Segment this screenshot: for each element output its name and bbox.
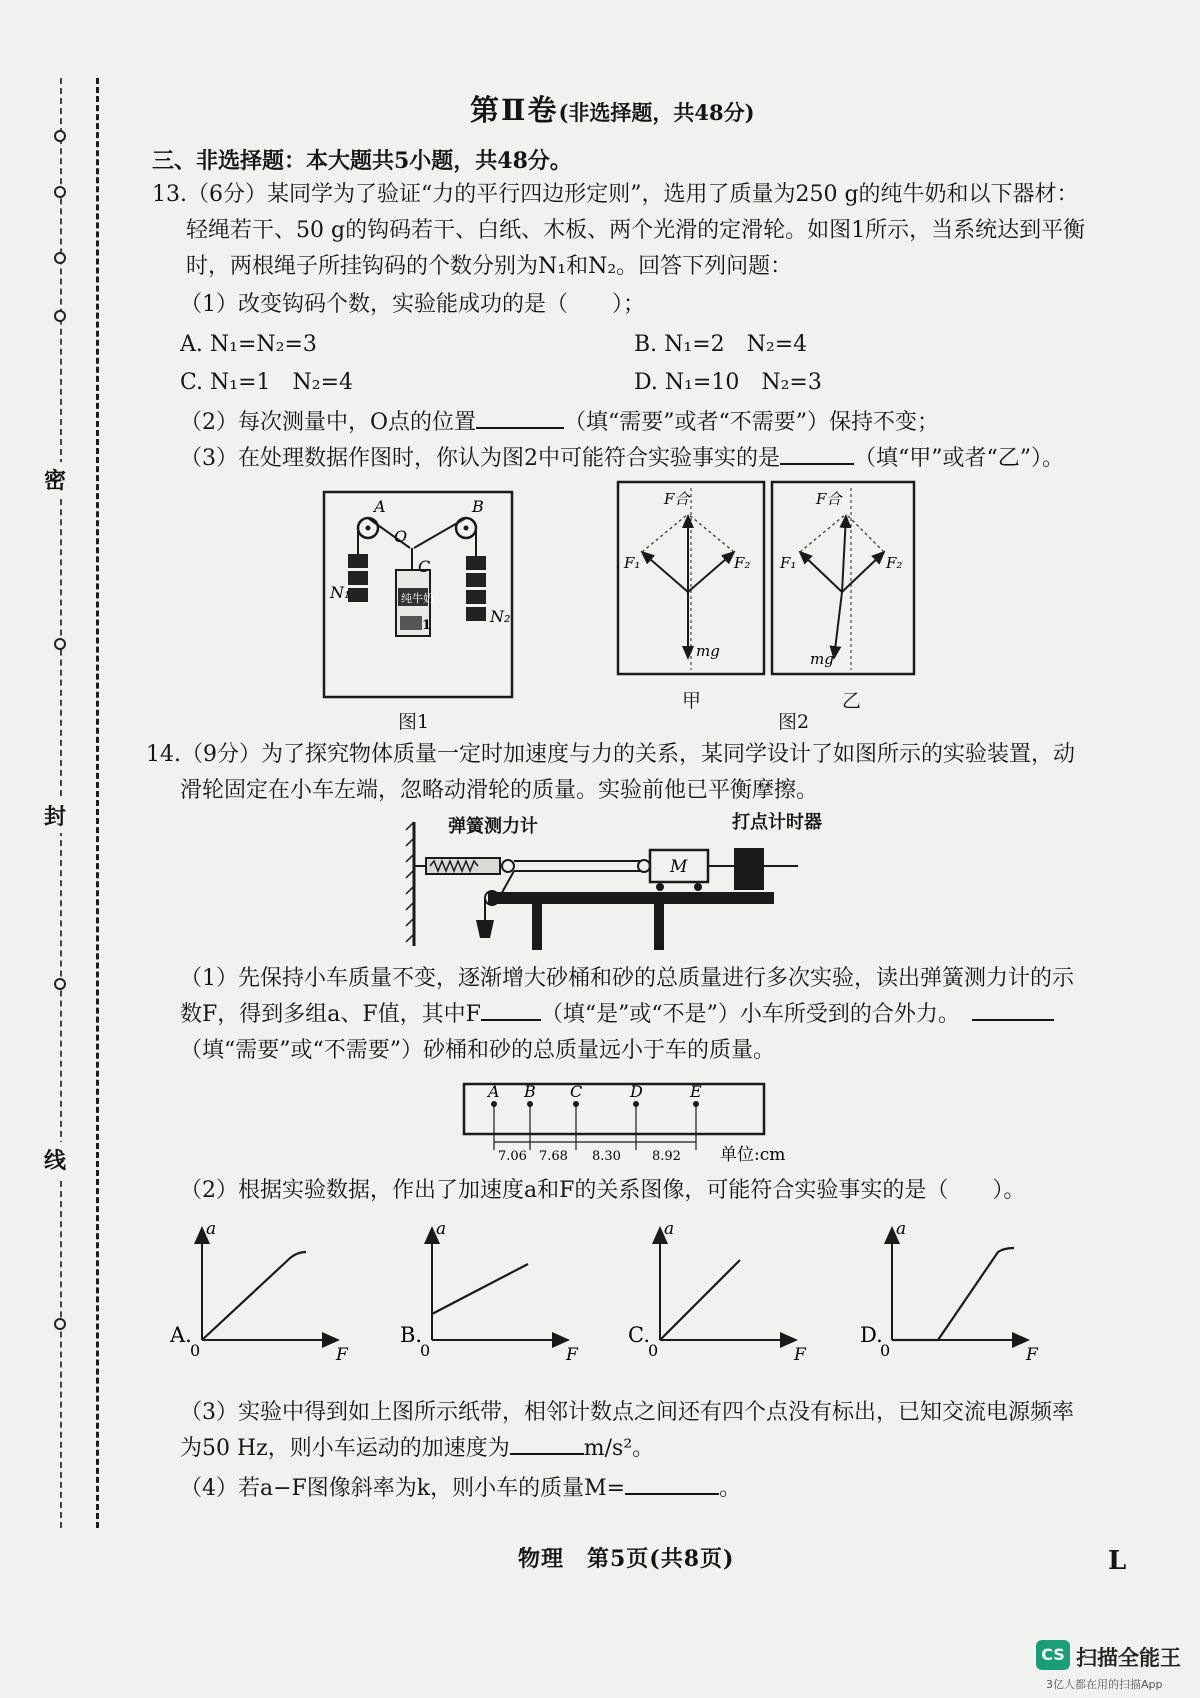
seal-char-feng: 封	[44, 798, 66, 833]
answer-blank[interactable]	[625, 1493, 719, 1495]
figure-2-caption: 图2	[778, 711, 810, 733]
spring-scale-icon	[426, 858, 500, 874]
figure-1-pulley-setup	[322, 490, 514, 700]
q14-sub4-text: （4）若a−F图像斜率为k，则小车的质量M=	[180, 1476, 626, 1501]
f1-label: F₁	[780, 554, 797, 572]
graph-curve	[202, 1252, 306, 1340]
milk-number: 1	[422, 618, 432, 633]
label-o: O	[394, 527, 408, 546]
tape-distance: 7.68	[539, 1149, 568, 1164]
binding-dashed-line	[96, 78, 99, 1528]
seal-char-xian: 线	[44, 1142, 66, 1177]
q13-sub2-text: （2）每次测量中，O点的位置	[180, 410, 477, 435]
q14-sub4	[180, 1476, 741, 1502]
graph-option-letter: B.	[400, 1323, 423, 1347]
tape-point-label: B	[524, 1082, 536, 1101]
graph-origin-label: 0	[190, 1341, 201, 1360]
figure-1-caption: 图1	[398, 711, 430, 733]
graph-option	[860, 1222, 1039, 1362]
title-sub: (非选择题，共48分)	[558, 100, 755, 125]
page-footer: 物理 第5页(共8页)	[518, 1546, 735, 1572]
tape-point-label: E	[690, 1082, 702, 1101]
tape-distance: 8.30	[592, 1149, 621, 1164]
q14-sub3-line1: （3）实验中得到如上图所示纸带，相邻计数点之间还有四个点没有标出，已知交流电源频率	[180, 1400, 1075, 1425]
ticker-timer-label: 打点计时器	[732, 812, 822, 833]
graph-origin-label: 0	[648, 1341, 659, 1360]
graph-x-label: F	[794, 1345, 806, 1362]
label-n2: N₂	[490, 607, 511, 626]
title-main: 第Ⅱ卷	[470, 93, 559, 127]
q14-sub1-line3: （填“需要”或“不需要”）砂桶和砂的总质量远小于车的质量。	[180, 1038, 775, 1063]
f2-label: F₂	[886, 554, 903, 572]
q14-sub1-line1: （1）先保持小车质量不变，逐渐增大砂桶和砂的总质量进行多次实验，读出弹簧测力计的示	[180, 966, 1075, 991]
answer-blank[interactable]	[510, 1453, 584, 1455]
af-graph-options	[170, 1222, 1090, 1362]
q13-option-b: B. N₁=2 N₂=4	[634, 332, 808, 357]
graph-curve	[892, 1248, 1014, 1340]
f2-label: F₂	[734, 554, 751, 572]
milk-label: 纯牛奶	[401, 592, 434, 605]
graph-group	[170, 1222, 1039, 1362]
mg-label: mg	[810, 650, 834, 668]
graph-y-label: a	[664, 1222, 675, 1239]
graph-x-label: F	[1026, 1345, 1038, 1362]
q14-sub4-tail: 。	[719, 1476, 742, 1501]
graph-curve	[432, 1264, 528, 1314]
tape-point-label: A	[488, 1082, 500, 1101]
paper-tape-diagram	[462, 1080, 842, 1170]
q13-sub2-tail: （填“需要”或者“不需要”）保持不变；	[564, 410, 940, 435]
q14-sub3-unit: m/s²。	[583, 1436, 655, 1461]
page-mark: L	[1108, 1546, 1127, 1576]
label-a: A	[374, 497, 386, 516]
cart-label: M	[670, 857, 688, 877]
q13-line3: 时，两根绳子所挂钩码的个数分别为N₁和N₂。回答下列问题：	[186, 254, 793, 279]
graph-option-letter: D.	[860, 1323, 883, 1347]
section-title	[470, 88, 755, 129]
q14-sub3-text: 为50 Hz，则小车运动的加速度为	[180, 1436, 510, 1461]
q14-line2: 滑轮固定在小车左端，忽略动滑轮的质量。实验前他已平衡摩擦。	[180, 778, 819, 803]
graph-y-label: a	[436, 1222, 447, 1239]
graph-x-label: F	[336, 1345, 348, 1362]
graph-y-label: a	[206, 1222, 217, 1239]
q13-sub3-tail: （填“甲”或者“乙”）。	[854, 446, 1064, 471]
mg-label: mg	[696, 642, 720, 660]
graph-x-label: F	[566, 1345, 578, 1362]
q14-sub1-text: 数F，得到多组a、F值，其中F	[180, 1002, 481, 1027]
seal-hole	[54, 186, 66, 198]
q13-option-a: A. N₁=N₂=3	[180, 332, 317, 357]
answer-blank[interactable]	[780, 463, 854, 465]
graph-y-label: a	[896, 1222, 907, 1239]
q14-sub3-line2	[180, 1436, 654, 1462]
q14-sub1-line2	[180, 1002, 1054, 1028]
q13-sub3	[180, 446, 1064, 472]
q13-option-d: D. N₁=10 N₂=3	[634, 370, 822, 395]
graph-option	[400, 1222, 579, 1362]
seal-hole	[54, 638, 66, 650]
q13-sub2	[180, 410, 939, 436]
fig2-yi-caption: 乙	[842, 690, 862, 712]
spring-scale-label: 弹簧测力计	[448, 816, 538, 837]
label-c: C	[418, 557, 431, 576]
seal-hole	[54, 252, 66, 264]
fig2-jia-caption: 甲	[682, 690, 702, 712]
f-he-label: F合	[664, 490, 690, 508]
q13-option-c: C. N₁=1 N₂=4	[180, 370, 354, 395]
q13-line1: 13.（6分）某同学为了验证“力的平行四边形定则”，选用了质量为250 g的纯牛奶和以下器材：	[152, 182, 1079, 207]
q14-sub1-mid: （填“是”或“不是”）小车所受到的合外力。	[540, 1002, 960, 1027]
q13-sub1: （1）改变钩码个数，实验能成功的是（ ）；	[180, 292, 645, 317]
tape-distance: 7.06	[498, 1149, 527, 1164]
figure-2-force-diagrams	[616, 480, 916, 678]
tape-unit: 单位:cm	[720, 1145, 786, 1165]
graph-origin-label: 0	[420, 1341, 431, 1360]
answer-blank[interactable]	[476, 427, 564, 429]
label-b: B	[472, 497, 484, 516]
q13-line2: 轻绳若干、50 g的钩码若干、白纸、木板、两个光滑的定滑轮。如图1所示，当系统达到平衡	[186, 218, 1086, 243]
q14-line1: 14.（9分）为了探究物体质量一定时加速度与力的关系，某同学设计了如图所示的实验装置，动	[146, 742, 1075, 767]
q14-sub2: （2）根据实验数据，作出了加速度a和F的关系图像，可能符合实验事实的是（ ）。	[180, 1178, 1026, 1203]
seal-hole	[54, 978, 66, 990]
seal-hole	[54, 130, 66, 142]
answer-blank[interactable]	[972, 1019, 1054, 1021]
seal-hole	[54, 1318, 66, 1330]
label-n1: N₁	[330, 583, 351, 602]
moving-pulley-icon	[638, 860, 650, 872]
q13-sub3-text: （3）在处理数据作图时，你认为图2中可能符合实验事实的是	[180, 446, 780, 471]
seal-char-mi: 密	[44, 462, 66, 497]
tape-point-label: C	[570, 1082, 583, 1101]
graph-option	[628, 1222, 807, 1362]
watermark-subtitle: 3亿人都在用的扫描App	[1046, 1678, 1163, 1691]
section-heading: 三、非选择题：本大题共5小题，共48分。	[152, 148, 572, 174]
watermark-name: 扫描全能王	[1076, 1646, 1181, 1670]
ticker-timer-icon	[734, 848, 764, 890]
sand-bucket-icon	[476, 920, 494, 938]
f1-label: F₁	[624, 554, 641, 572]
f-he-label: F合	[816, 490, 842, 508]
seal-hole	[54, 310, 66, 322]
graph-origin-label: 0	[880, 1341, 891, 1360]
graph-option-letter: C.	[628, 1323, 650, 1347]
tape-points	[486, 1082, 785, 1165]
answer-blank[interactable]	[481, 1019, 541, 1021]
graph-option-letter: A.	[170, 1323, 192, 1347]
table-top	[488, 892, 774, 904]
tape-distance: 8.92	[652, 1149, 681, 1164]
graph-option	[170, 1222, 349, 1362]
graph-curve	[660, 1260, 740, 1340]
tape-point-label: D	[630, 1082, 643, 1101]
camscanner-logo: CS	[1036, 1640, 1070, 1670]
